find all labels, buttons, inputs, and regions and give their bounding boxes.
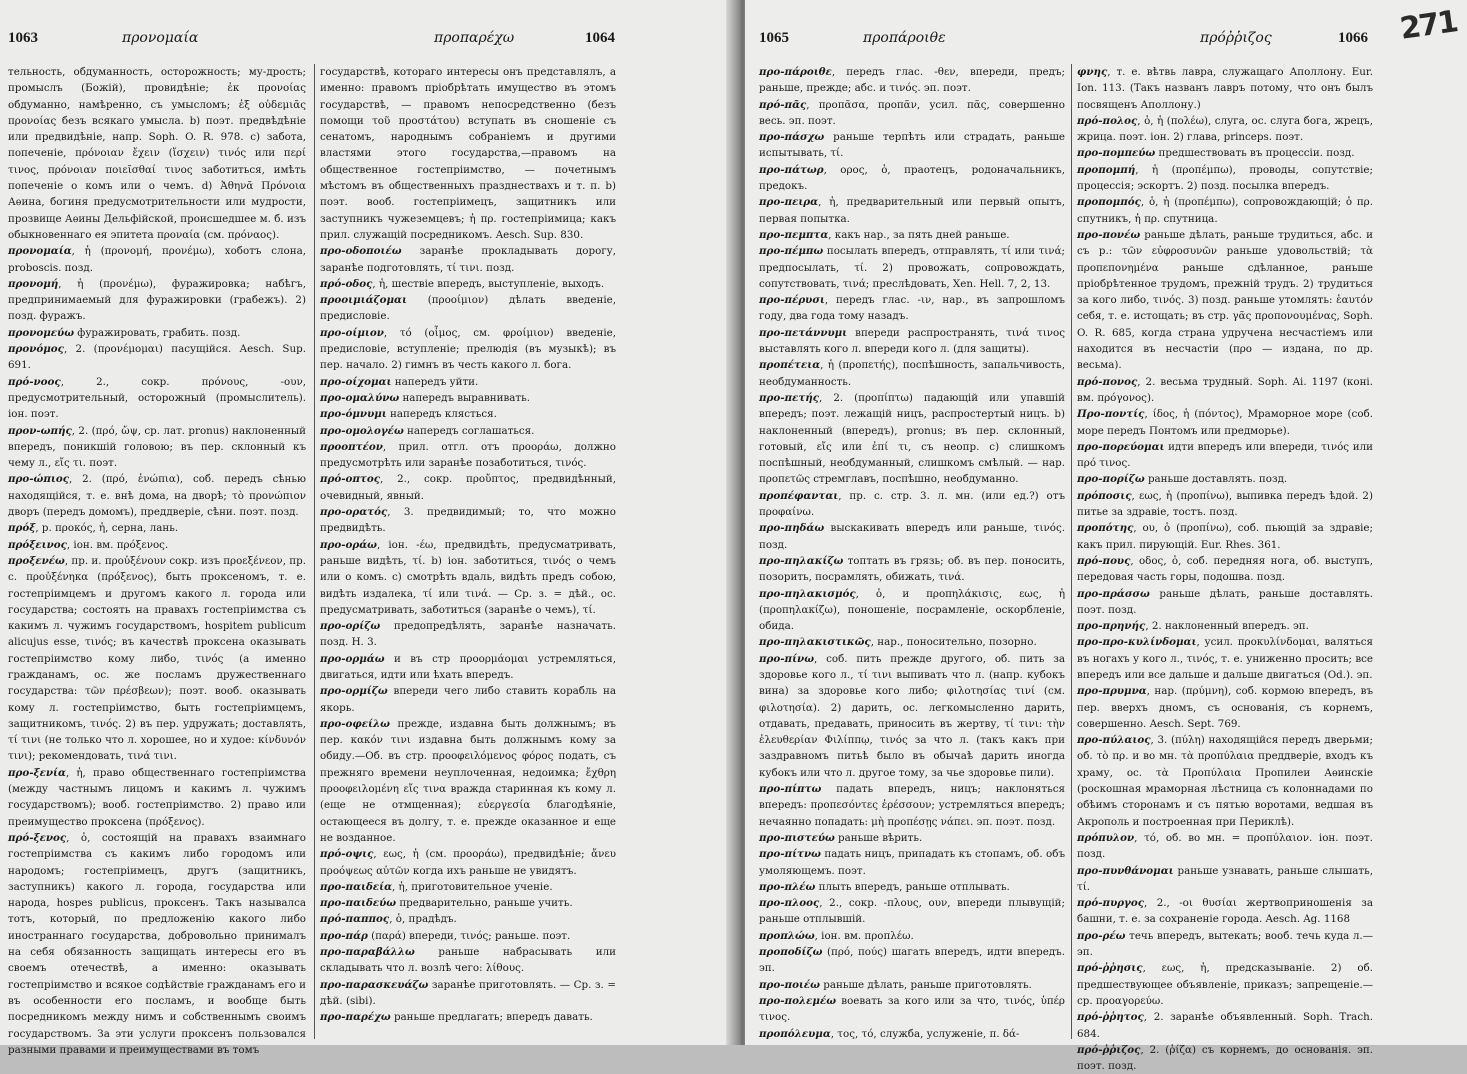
- dictionary-entry: προ-πομπεύω предшествовать въ процессіи. позд.: [1077, 147, 1355, 160]
- dictionary-entry: προ-πύλαιος, 3. (πύλη) находящійся передъ дверьми; об. τὸ πρ. и во мн. τὰ προπύλαια преддверіе, входъ къ храму, ос. τὰ Προπύλαια Пропилеи Аѳинскіе (роскошная мраморная лѣстница съ колоннадами по обѣимъ сторонамъ и съ пятью воротами, ведшая въ Акрополь и построенная при Периклѣ).: [1077, 734, 1373, 828]
- dictionary-entry: προ-οδοποιέω заранѣе прокладывать дорогу, заранѣе подготовлять, τί τινι. позд.: [320, 245, 616, 274]
- dictionary-entry: προ-πάτωρ, ορος, ὁ, праотецъ, родоначальникъ, предокъ.: [759, 163, 1065, 193]
- dictionary-entry: προ-παραβάλλω раньше набрасывать или складывать что л. возлѣ чего: λίθους.: [320, 946, 616, 975]
- dictionary-entry: προ-παρέχω раньше предлагать; впередъ давать.: [320, 1011, 593, 1024]
- dictionary-entry: προ-οφείλω прежде, издавна быть должнымъ; въ пер. κακόν τινι издавна быть должнымъ кому за обиду.—Об. въ стр. προοφειλόμενος φόρος подать, съ прежняго времени неуплоченная, недоимка; ἔχθρη προοφειλομένη εἴς τινα вражда старинная къ кому л. (еще не отмщенная); εὐεργεσία благодѣяніе, остающееся въ долгу, т. е. прежде оказанное и еще не возданное.: [320, 717, 616, 844]
- dictionary-entry: προ-πέμπω посылать впередъ, отправлять, τί или τινά; предпосылать, τί. 2) провожать, сопровождать, сопутствовать, τινά; преслѣдовать, Xen. Hell. 7, 2, 13.: [759, 245, 1065, 290]
- dictionary-entry: προ-οράω, іон. -έω, предвидѣть, предусматривать, раньше видѣть, τί. b) іон. заботиться, τινός о чемъ или о комъ. c) смотрѣть вдаль, видѣть предъ собою, видѣть издалека, τί или τινά. — Ср. з. = дѣй., ос. предусматривать, заботиться (заранѣе о чемъ), τί.: [320, 538, 616, 616]
- left-page-header: [0, 30, 740, 54]
- dictionary-entry: προοιμιάζομαι (προοίμιον) дѣлать введеніе, предисловіе.: [320, 294, 616, 323]
- dictionary-entry: προ-πηλακισμός, ὁ, и προπηλάκισις, εως, ἡ (προπηλακίζω), поношеніе, посрамленіе, оскорбленіе, обида.: [759, 587, 1065, 633]
- dictionary-entry: προ-ρέω течь впередъ, вытекать; вооб. течь куда л.—эп.: [1077, 929, 1373, 959]
- dictionary-entry: πρό-πονος, 2. весьма трудный. Soph. Ai. 1197 (коні. вм. πρόγονος).: [1077, 375, 1373, 404]
- dictionary-entry: προ-πετής, 2. (προπίπτω) падающій или упавшій впередъ; поэт. лежащій ницъ, распростертый ницъ. b) наклоненный (впередъ), pronus; въ пер. склонный, готовый, εἴς или ἐπί τι, съ неопр. c) слишкомъ поспѣшный, необдуманный, слишкомъ смѣлый. — нар. πρoπετῶς стремглавъ, поспѣшно, необдуманно.: [759, 391, 1065, 486]
- dictionary-entry: πρό-ῤῥιζος, 2. (ῥίζα) съ корнемъ, до основанія. эп. поэт. позд.: [1077, 1043, 1373, 1073]
- dictionary-entry: προ-πεμπτα, какъ нар., за пять дней раньше.: [759, 228, 1010, 241]
- dictionary-entry: προ-πηλακιστικῶς, нар., поносительно, позорно.: [759, 636, 1037, 649]
- text-column: [8, 64, 306, 1056]
- dictionary-entry: προνόμος, 2. (προνέμομαι) пасущійся. Aesch. Sup. 691.: [8, 343, 306, 372]
- dictionary-entry: προ-ορίζω предопредѣлять, заранѣе назначать. позд. H. 3.: [320, 620, 616, 649]
- dictionary-entry: πρό-πᾶς, προπᾶσα, προπᾶν, усил. πᾶς, совершенно весь. эп. поэт.: [759, 98, 1065, 127]
- text-column: [759, 64, 1065, 1039]
- dictionary-entry: Προ-ποντίς, ίδος, ἡ (πόντος), Мраморное море (соб. море передъ Понтомъ или предморье).: [1077, 408, 1373, 437]
- dictionary-entry: προ-ομολογέω напередъ соглашаться.: [320, 424, 535, 437]
- dictionary-entry: προ-πρυμνα, нар. (πρύμνη), соб. кормою впередъ, въ пер. вверхъ дномъ, съ основанія, съ корнемъ, совершенно. Aesch. Sept. 769.: [1077, 685, 1373, 730]
- dictionary-entry: προ-ώπιος, 2. (πρό, ἐνώπια), соб. передъ сѣнью находящійся, т. е. внѣ дома, на дворѣ; τὸ προνώπιον дворъ (передъ домомъ), преддверіе, сѣни. поэт. позд.: [8, 473, 306, 519]
- running-headword: πρόῤῥιζος: [1200, 30, 1272, 46]
- dictionary-entry: προπομπός, ὁ, ἡ (προπέμπω), сопровождающій; ὁ πρ. спутникъ, ἡ πρ. спутница.: [1077, 196, 1373, 225]
- dictionary-entry: πρό-οδος, ἡ, шествіе впередъ, выступленіе, выходъ.: [320, 277, 605, 290]
- dictionary-entry: προπλώω, іон. вм. προπλέω.: [759, 929, 914, 942]
- dictionary-entry: προ-ποιέω раньше дѣлать, раньше приготовлять.: [759, 978, 1032, 991]
- dictionary-entry: προπότης, ου, ὁ (προπίνω), соб. пьющій за здравіе; какъ прил. пирующій. Eur. Rhes. 361.: [1077, 522, 1373, 551]
- dictionary-entry: προ-πλοος, 2., сокр. -πλους, ουν, впереди плывущій; раньше отплывшій.: [759, 897, 1065, 926]
- left-page: [0, 0, 740, 1056]
- dictionary-entry: πρό-πολος, ὁ, ἡ (πολέω), слуга, ос. слуга бога, жрецъ, жрица. поэт. іон. 2) глава, princeps. поэт.: [1077, 114, 1373, 144]
- dictionary-entry: προ-πολεμέω воевать за кого или за что, τινός, ὑπέρ τινος.: [759, 994, 1065, 1024]
- dictionary-entry: προ-πάρ (παρά) впереди, τινός; раньше. поэт.: [320, 929, 571, 942]
- dictionary-entry: προ-πίπτω падать впередъ, ницъ; наклоняться впередъ: προπεσόντες ἐρέσσουν; устремляться впередъ; нечаянно попадать: μὴ προπέσῃς νάπει. эп. поэт. позд.: [759, 783, 1065, 828]
- dictionary-entry: προ-πετάννυμι впереди распространять, τινά τινος выставлять кого л. впереди кого л. (для защиты).: [759, 326, 1065, 356]
- dictionary-entry: προ-ομαλύνω напередъ выравнивать.: [320, 391, 531, 404]
- dictionary-entry: προ-πορίζω раньше доставлять. позд.: [1077, 473, 1288, 486]
- dictionary-entry: πρόξ, р. προκός, ἡ, серна, лань.: [8, 522, 179, 535]
- dictionary-entry: προπόλευμα, τος, τό, служба, услуженіе, π. δά-: [759, 1027, 1020, 1040]
- dictionary-entry: πρό-πους, οδος, ὁ, соб. передняя нога, об. выступъ, передовая часть горы, подошва. позд.: [1077, 554, 1373, 584]
- dictionary-entry: προνομή, ἡ (προνέμω), фуражировка; набѣгъ, предпринимаемый для фуражировки (грабежъ). 2) позд. фуражъ.: [8, 277, 306, 323]
- dictionary-entry: προ-πάσχω раньше терпѣть или страдать, раньше испытывать, τί.: [759, 131, 1065, 160]
- dictionary-entry: προ-πυνθάνομαι раньше узнавать, раньше слышать, τί.: [1077, 864, 1373, 893]
- dictionary-entry: προ-πέρυσι, передъ глас. -ιν, нар., въ запрошломъ году, два года тому назадъ.: [759, 294, 1065, 323]
- dictionary-entry: тельность, обдуманность, осторожность; му-дрость; промыслъ (Божій), провидѣніе; ἐκ προνοίας обдуманно, намѣренно, съ умысломъ; ἐξ οὐδεμιᾶς προνοίας безъ всякаго умысла. b) поэт. предвѣдѣніе или предвидѣніе, напр. Soph. O. R. 978. c) забота, попеченіе, πρόνοιαν ἔχειν (ἴσχειν) τινός или περί τινος, πρόνοιαν ποιεῖσθαί τινος заботиться, имѣть попеченіе о комъ или о чемъ. d) Ἀθηνᾶ Πρόνοια Аѳина, богиня предусмотрительности или мудрости, прозвище Аѳины Дельфійской, происшедшее м. б. изъ обыкновеннаго ея эпитета προναία (см. πρόναος).: [8, 66, 306, 241]
- dictionary-entry: προ-ορμίζω впереди чего либо ставить корабль на якорь.: [320, 685, 616, 714]
- dictionary-entry: πρό-ῤῥησις, εως, ἡ, предсказываніе. 2) об. предшествующее объявленіе, приказъ; запрещеніе.—ср. προαγορεύω.: [1077, 962, 1373, 1007]
- dictionary-entry: προ-όμνυμι напередъ клясться.: [320, 408, 497, 421]
- dictionary-entry: προ-πορεύομαι идти впередъ или впереди, τινός или πρό τινος.: [1077, 440, 1373, 470]
- dictionary-entry: πρό-οψις, εως, ἡ (см. προοράω), предвидѣніе; ἄνευ προόψεως αὐτῶν когда ихъ раньше не увидятъ.: [320, 848, 616, 877]
- dictionary-entry: προ-προ-κυλίνδομαι, усил. προκυλίνδομαι, валяться въ ногахъ у кого л., τινός, т. е. униженно просить; все впередъ или все дальше и дальше двигаться (Od.). эп.: [1077, 636, 1373, 681]
- dictionary-entry: προξενέω, пр. и. προὐξένουν сокр. изъ προεξένεον, пр. с. προὐξένηκα (πρόξενος), быть проксеномъ, т. е. гостепріимцемъ и другомъ какого л. города или государства; состоять на правахъ гостепріимства съ какимъ л. чужимъ государствомъ, hospitem publicum alicujus esse, τινός; въ качествѣ проксена оказывать гостепріимство кому либо, τινός (а именно гражданамъ, ос. же посламъ дружественнаго государства: τῶν πρέσβεων); поэт. вооб. оказывать кому л. гостепріимство, быть гостепріимцемъ, защитникомъ, τινός. 2) въ пер. удружать; доставлять, τί τινι (не только что л. хорошее, но и худое: κίνδυνόν τινι); рекомендовать, τινά τινι.: [8, 554, 306, 763]
- dictionary-entry: προ-οίμιον, τό (οἶμος, см. φροίμιον) введеніе, предисловіе, вступленіе; прелюдія (въ музыкѣ); въ пер. начало. 2) гимнъ въ честь какого л. бога.: [320, 326, 616, 372]
- dictionary-entry: προ-ορατός, 3. предвидимый; то, что можно предвидѣть.: [320, 506, 616, 535]
- running-headword: προπαρέχω: [434, 30, 515, 46]
- dictionary-entry: προποδίζω (πρό, πούς) шагать впередъ, идти впередъ. эп.: [759, 946, 1065, 975]
- dictionary-entry: πρό-ξενος, ὁ, состоящій на правахъ взаимнаго гостепріимства съ какимъ либо городомъ или народомъ; гостепріимецъ, другъ (защитникъ, заступникъ) какого л. города, государства или народа, hospes publicus, проксенъ. Такъ называлса тотъ, который, по предложенію какого либо иностраннаго государства, добровольно принималъ на себя обязанность защищать интересы его въ своемъ отечествѣ, а именно: оказывать гостепріимство и всякое содѣйствіе гражданамъ его и въ особенности его посламъ, и вообще быть посредникомъ между нимъ и собственнымъ своимъ государствомъ. За эти услуги проксенъ пользовался разными правами и преимуществами въ томъ: [8, 831, 306, 1056]
- dictionary-entry: προ-πονέω раньше дѣлать, раньше трудиться, абс. и съ р.: τῶν εὐφροσυνῶν раньше удовольствій; τὰ προπεπονημένα раньше сдѣланное, раньше пріобрѣтенное трудомъ, прежній трудъ. 2) трудиться за кого либо, τινός. 3) позд. раньше утомлять: ἑαυτόν себя, т. е. истощать; въ стр. γᾶς προπονουμένας, Soph. O. R. 685, когда страна удручена несчастіемъ или находится въ несчастіи (προ — издана, по др. весьма).: [1077, 228, 1373, 372]
- dictionary-entry: πρό-νοος, 2., сокр. πρόνους, -ουν, предусмотрительный, осторожный (промыслитель). іон. поэт.: [8, 375, 306, 421]
- dictionary-entry: προ-παρασκευάζω заранѣе приготовлять. — Ср. з. = дѣй. (sibi).: [320, 978, 616, 1007]
- dictionary-entry: προ-ξενία, ἡ, право общественнаго гостепріимства (между частнымъ лицомъ и какимъ л. чужимъ государствомъ); вооб. гостепріимство. 2) право или преимущество проксена (πρόξενος).: [8, 766, 306, 828]
- page-number: 1063: [8, 30, 38, 46]
- dictionary-entry: πρόπυλον, τό, об. во мн. = προπύλαιον. іон. поэт. позд.: [1077, 831, 1373, 861]
- dictionary-entry: πρό-παππος, ὁ, прадѣдъ.: [320, 913, 457, 926]
- dictionary-entry: προ-παιδεία, ἡ, приготовительное ученіе.: [320, 880, 553, 893]
- dictionary-entry: προπέφανται, пр. с. стр. 3. л. мн. (или ед.?) отъ προφαίνω.: [759, 489, 1065, 519]
- dictionary-entry: государствѣ, котораго интересы онъ представлялъ, а именно: правомъ пріобрѣтать имущество въ этомъ государствѣ, — правомъ непосредственно (безъ помощи τοῦ προστάτου) вступать въ сношеніе съ сенатомъ, народнымъ собраніемъ и другими властями этого государства,—правомъ на общественное гостепріимство, — почетнымъ мѣстомъ въ общественныхъ празднествахъ и т. п. b) поэт. вооб. гостепріимецъ, защитникъ или заступникъ чужеземцевъ; ἡ πρ. гостепріимица; какъ прил. служащій посредникомъ. Aesch. Sup. 830.: [320, 66, 616, 241]
- running-headword: προπάροιθε: [863, 30, 946, 46]
- dictionary-entry: πρό-πυργος, 2., -οι θυσίαι жертвоприношенія за башни, т. е. за сохраненіе города. Aesch. Ag. 1168: [1077, 897, 1373, 926]
- dictionary-entry: προν-ωπής, 2. (πρό, ὤψ, ср. лат. pronus) наклоненный впередъ, поникшій головою; въ пер. склонный къ чему л., εἴς τι. поэт.: [8, 424, 306, 470]
- dictionary-entry: προ-πίνω, соб. пить прежде другого, об. пить за здоровье кого л., τί τινι выпивать что л. (напр. кубокъ вина) за здоровье кого либо; φιλοτησίας τινί (см. φιλοτησία). 2) дарить, ос. легкомысленно дарить, отдавать, предавать, приносить въ жертву, τί τινι: τὴν ἐλευθερίαν Φιλίππῳ, τινός за что л. (такъ какъ при заздравномъ питьѣ было въ обычаѣ дарить иногда кубокъ или что л. другое тому, за чье здоровье пили).: [759, 652, 1065, 779]
- dictionary-entry: προ-πειρα, ἡ, предварительный или первый опытъ, первая попытка.: [759, 196, 1065, 225]
- dictionary-entry: προοπτέον, прил. отгл. отъ προοράω, должно предусмотрѣть или заранѣе позаботиться, τινός.: [320, 440, 616, 470]
- right-page-header: [745, 30, 1467, 54]
- page-number: 1065: [759, 30, 789, 46]
- dictionary-entry: πρόποσις, εως, ἡ (προπίνω), выпивка передъ ѣдой. 2) питье за здравіе, тостъ. позд.: [1077, 489, 1373, 519]
- dictionary-entry: προ-πίτνω падать ницъ, припадать къ стопамъ, об. объ умоляющемъ. поэт.: [759, 848, 1065, 877]
- dictionary-entry: προ-πάροιθε, передъ глас. -θεν, впереди, предъ; раньше, прежде; абс. и τινός. эп. поэт.: [759, 66, 1065, 95]
- dictionary-entry: προνομεύω фуражировать, грабить. позд.: [8, 326, 241, 339]
- dictionary-entry: πρόξεινος, іон. вм. πρόξενος.: [8, 538, 169, 551]
- column-rule: [314, 64, 315, 1039]
- dictionary-entry: προ-πράσσω раньше дѣлать, раньше доставлять. поэт. позд.: [1077, 587, 1373, 616]
- dictionary-entry: προ-πηλακίζω топтать въ грязь; об. въ пер. поносить, позорить, посрамлять, обижать, τινά.: [759, 554, 1065, 584]
- column-rule: [1071, 64, 1072, 1039]
- dictionary-entry: προ-οίχομαι напередъ уйти.: [320, 375, 479, 388]
- text-column: [320, 64, 616, 1039]
- dictionary-entry: προ-ορμάω и въ стр προορμάομαι устремляться, двигаться, идти или ѣхать впередъ.: [320, 652, 616, 681]
- dictionary-entry: πρό-ῤῥητος, 2. заранѣе объявленный. Soph. Trach. 684.: [1077, 1011, 1373, 1040]
- dictionary-entry: προ-παιδεύω предварительно, раньше учить.: [320, 897, 573, 910]
- page-number: 1064: [585, 30, 615, 46]
- dictionary-entry: προ-πιστεύω раньше вѣрить.: [759, 831, 923, 844]
- running-headword: προνομαία: [122, 30, 199, 46]
- dictionary-entry: προ-πλέω плыть впередъ, раньше отплывать.: [759, 880, 1010, 893]
- dictionary-entry: προ-πηδάω выскакивать впередъ или раньше, τινός. позд.: [759, 522, 1065, 551]
- handwritten-folio-number: 271: [1398, 4, 1460, 47]
- dictionary-entry: προπέτεια, ἡ (προπετής), поспѣшность, запальчивость, необдуманность.: [759, 359, 1065, 388]
- dictionary-entry: πρό-οπτος, 2., сокр. προὔπτος, предвидѣнный, очевидный, явный.: [320, 473, 616, 502]
- dictionary-entry: φνης, т. е. вѣтвь лавра, служащаго Аполлону. Eur. Ion. 113. (Такъ названъ лавръ потому, что онъ былъ посвященъ Аполлону.): [1077, 66, 1373, 111]
- right-page: [745, 0, 1467, 1073]
- dictionary-entry: προ-πρηνής, 2. наклоненный впередъ. эп.: [1077, 620, 1309, 633]
- dictionary-entry: προπομπή, ἡ (προπέμπω), проводы, сопутствіе; процессія; эскортъ. 2) позд. посылка впередъ.: [1077, 163, 1373, 193]
- text-column: [1077, 64, 1373, 1073]
- dictionary-entry: προνομαία, ἡ (προνομή, προνέμω), хоботъ слона, proboscis. позд.: [8, 245, 306, 274]
- page-number: 1066: [1338, 30, 1368, 46]
